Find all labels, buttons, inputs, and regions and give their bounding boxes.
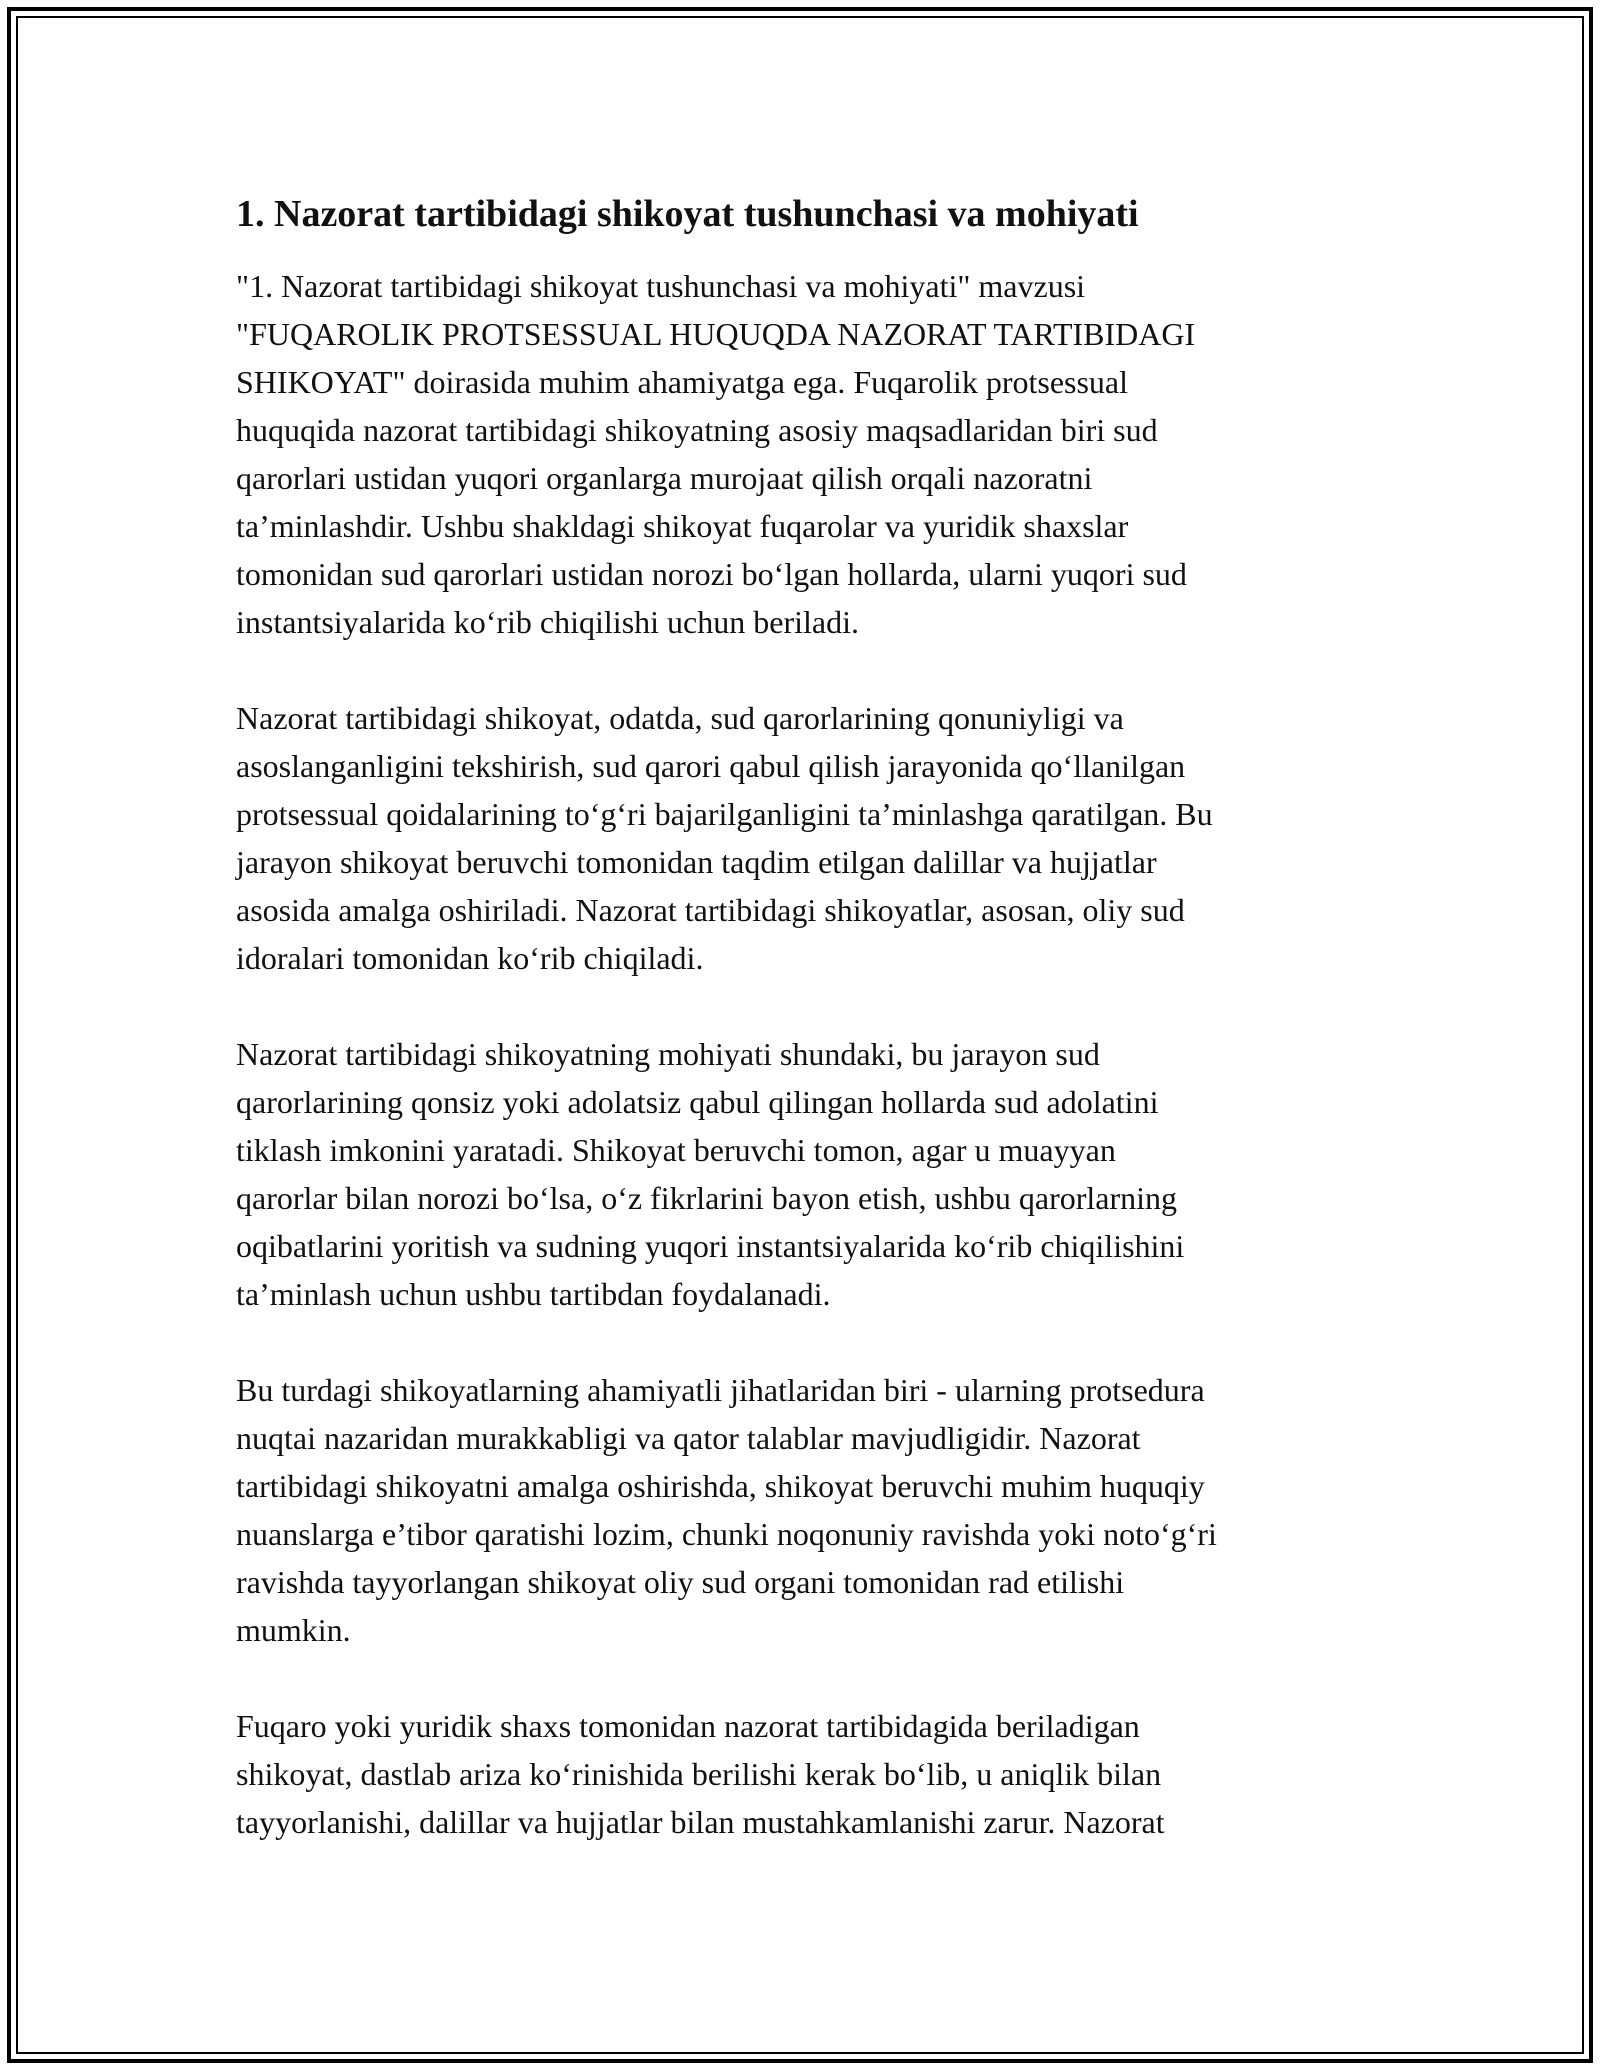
paragraph-4: Bu turdagi shikoyatlarning ahamiyatli jihatlaridan biri - ularning protsedura nuqtai nazaridan murakkabligi va qator talablar mavjudligidir. Nazorat tartibidagi shikoyatni amalga oshirishda, shikoyat beruvchi muhim huquqiy nuanslarga e’tibor qaratishi lozim, chunki noqonuniy ravishda yoki noto‘g‘ri ravishda tayyorlangan shikoyat oliy sud organi tomonidan rad etilishi mumkin. — [236, 1372, 1217, 1648]
paragraph-3: Nazorat tartibidagi shikoyatning mohiyati shundaki, bu jarayon sud qarorlarining qonsiz yoki adolatsiz qabul qilingan hollarda sud adolatini tiklash imkonini yaratadi. Shikoyat beruvchi tomon, agar u muayyan qarorlar bilan norozi bo‘lsa, o‘z fikrlarini bayon etish, ushbu qarorlarning oqibatlarini yoritish va sudning yuqori instantsiyalarida ko‘rib chiqilishini ta’minlash uchun ushbu tartibdan foydalanadi. — [236, 1036, 1185, 1312]
paragraph-2: Nazorat tartibidagi shikoyat, odatda, sud qarorlarining qonuniyligi va asoslanganligini tekshirish, sud qarori qabul qilish jarayonida qo‘llanilgan protsessual qoidalarining to‘g‘ri bajarilganligini ta’minlashga qaratilgan. Bu jarayon shikoyat beruvchi tomonidan taqdim etilgan dalillar va hujjatlar asosida amalga oshiriladi. Nazorat tartibidagi shikoyatlar, asosan, oliy sud idoralari tomonidan ko‘rib chiqiladi. — [236, 700, 1213, 976]
document-body — [236, 190, 1366, 1894]
paragraph-1: "1. Nazorat tartibidagi shikoyat tushunchasi va mohiyati" mavzusi "FUQAROLIK PROTSESSUAL HUQUQDA NAZORAT TARTIBIDAGI SHIKOYAT" doirasida muhim ahamiyatga ega. Fuqarolik protsessual huquqida nazorat tartibidagi shikoyatning asosiy maqsadlaridan biri sud qarorlari ustidan yuqori organlarga murojaat qilish orqali nazoratni ta’minlashdir. Ushbu shakldagi shikoyat fuqarolar va yuridik shaxslar tomonidan sud qarorlari ustidan norozi bo‘lgan hollarda, ularni yuqori sud instantsiyalarida ko‘rib chiqilishi uchun beriladi. — [236, 268, 1196, 640]
paragraph-5: Fuqaro yoki yuridik shaxs tomonidan nazorat tartibidagida beriladigan shikoyat, dastlab ariza ko‘rinishida berilishi kerak bo‘lib, u aniqlik bilan tayyorlanishi, dalillar va hujjatlar bilan mustahkamlanishi zarur. Nazorat — [236, 1708, 1165, 1840]
section-heading: 1. Nazorat tartibidagi shikoyat tushunchasi va mohiyati — [236, 193, 1139, 235]
